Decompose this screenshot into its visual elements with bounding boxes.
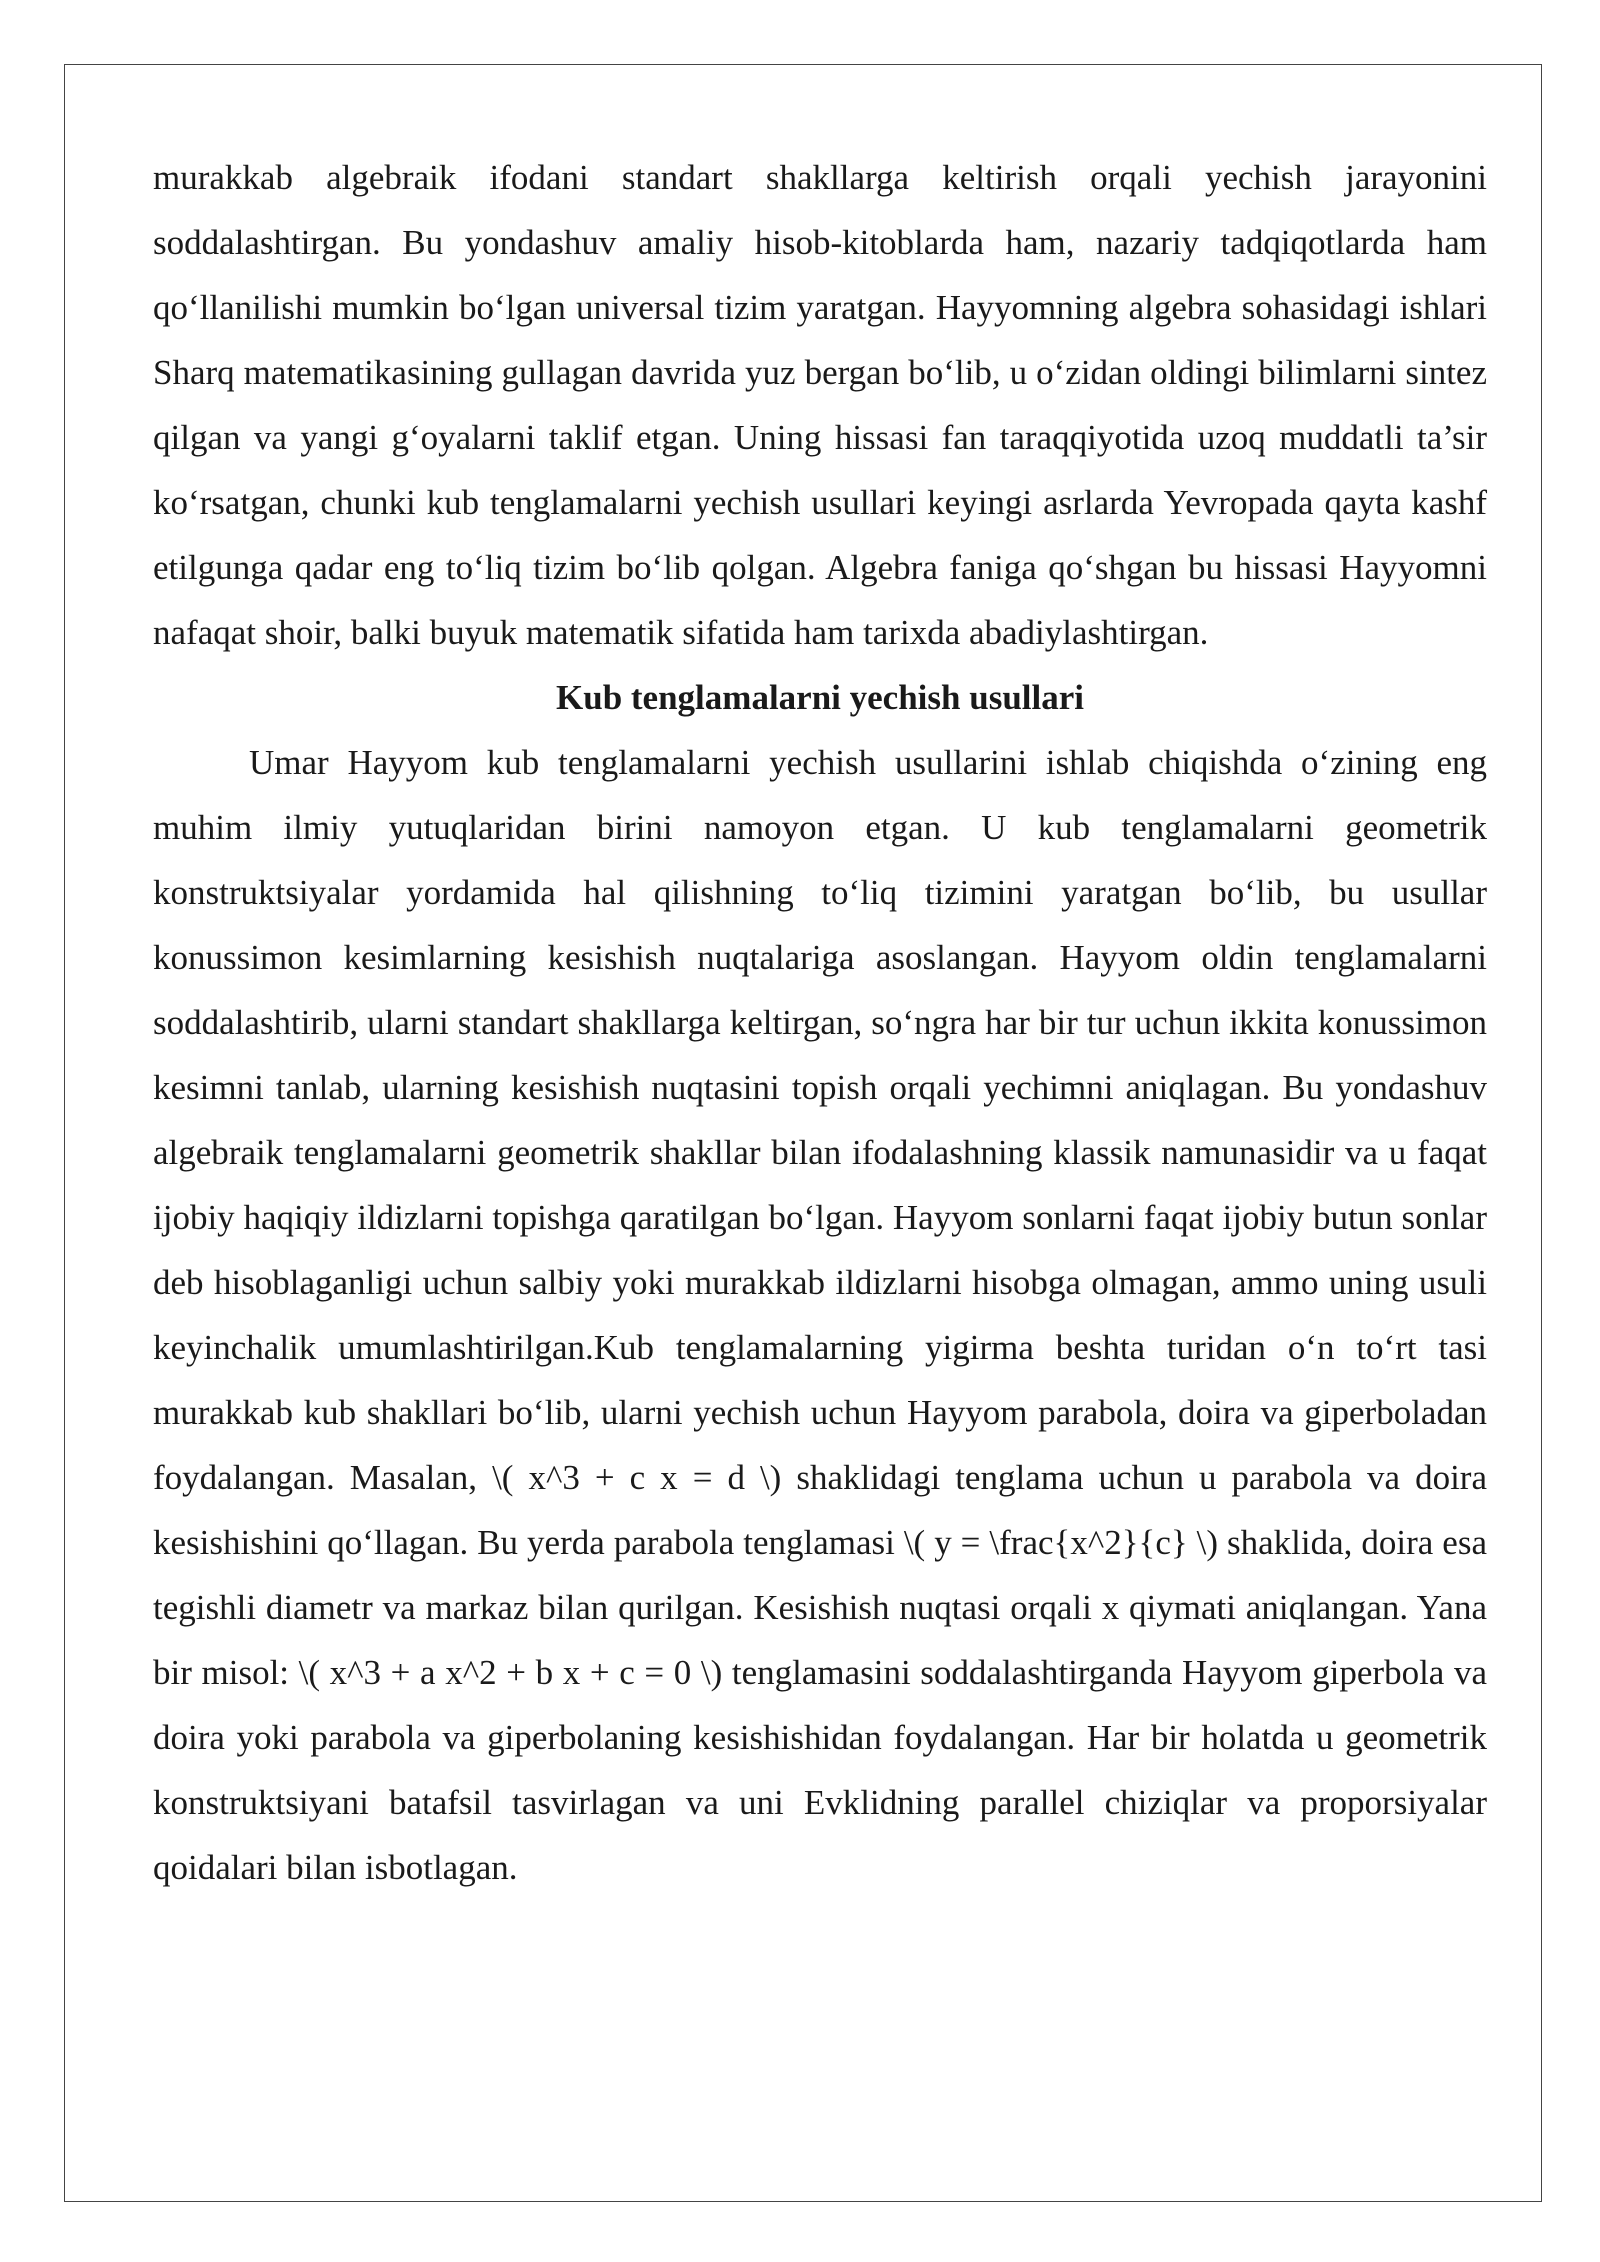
section-heading: Kub tenglamalarni yechish usullari <box>556 678 1084 717</box>
paragraph-main: Umar Hayyom kub tenglamalarni yechish usullarini ishlab chiqishda o‘zining eng muhim ilmiy yutuqlaridan birini namoyon etgan. U kub tenglamalarni geometrik konstruktsiyalar yordamida hal qilishning to‘liq tizimini yaratgan bo‘lib, bu usullar konussimon kesimlarning kesishish nuqtalariga asoslangan. Hayyom oldin tenglamalarni soddalashtirib, ularni standart shakllarga keltirgan, so‘ngra har bir tur uchun ikkita konussimon kesimni tanlab, ularning kesishish nuqtasini topish orqali yechimni aniqlagan. Bu yondashuv algebraik tenglamalarni geometrik shakllar bilan ifodalashning klassik namunasidir va u faqat ijobiy haqiqiy ildizlarni topishga qaratilgan bo‘lgan. Hayyom sonlarni faqat ijobiy butun sonlar deb hisoblaganligi uchun salbiy yoki murakkab ildizlarni hisobga olmagan, ammo uning usuli keyinchalik umumlashtirilgan.Kub tenglamalarning yigirma beshta turidan o‘n to‘rt tasi murakkab kub shakllari bo‘lib, ularni yechish uchun Hayyom parabola, doira va giperboladan foydalangan. Masalan, \( x^3 + c x = d \) shaklidagi tenglama uchun u parabola va doira kesishishini qo‘llagan. Bu yerda parabola tenglamasi \( y = \frac{x^2}{c} \) shaklida, doira esa tegishli diametr va markaz bilan qurilgan. Kesishish nuqtasi orqali x qiymati aniqlangan. Yana bir misol: \( x^3 + a x^2 + b x + c = 0 \) tenglamasini soddalashtirganda Hayyom giperbola va doira yoki parabola va giperbolaning kesishishidan foydalangan. Har bir holatda u geometrik konstruktsiyani batafsil tasvirlagan va uni Evklidning parallel chiziqlar va proporsiyalar qoidalari bilan isbotlagan. <box>153 743 1487 1887</box>
document-body <box>153 145 1487 1900</box>
paragraph-intro: murakkab algebraik ifodani standart shakllarga keltirish orqali yechish jarayonini soddalashtirgan. Bu yondashuv amaliy hisob-kitoblarda ham, nazariy tadqiqotlarda ham qo‘llanilishi mumkin bo‘lgan universal tizim yaratgan. Hayyomning algebra sohasidagi ishlari Sharq matematikasining gullagan davrida yuz bergan bo‘lib, u o‘zidan oldingi bilimlarni sintez qilgan va yangi g‘oyalarni taklif etgan. Uning hissasi fan taraqqiyotida uzoq muddatli ta’sir ko‘rsatgan, chunki kub tenglamalarni yechish usullari keyingi asrlarda Yevropada qayta kashf etilgunga qadar eng to‘liq tizim bo‘lib qolgan. Algebra faniga qo‘shgan bu hissasi Hayyomni nafaqat shoir, balki buyuk matematik sifatida ham tarixda abadiylashtirgan. <box>153 158 1487 652</box>
